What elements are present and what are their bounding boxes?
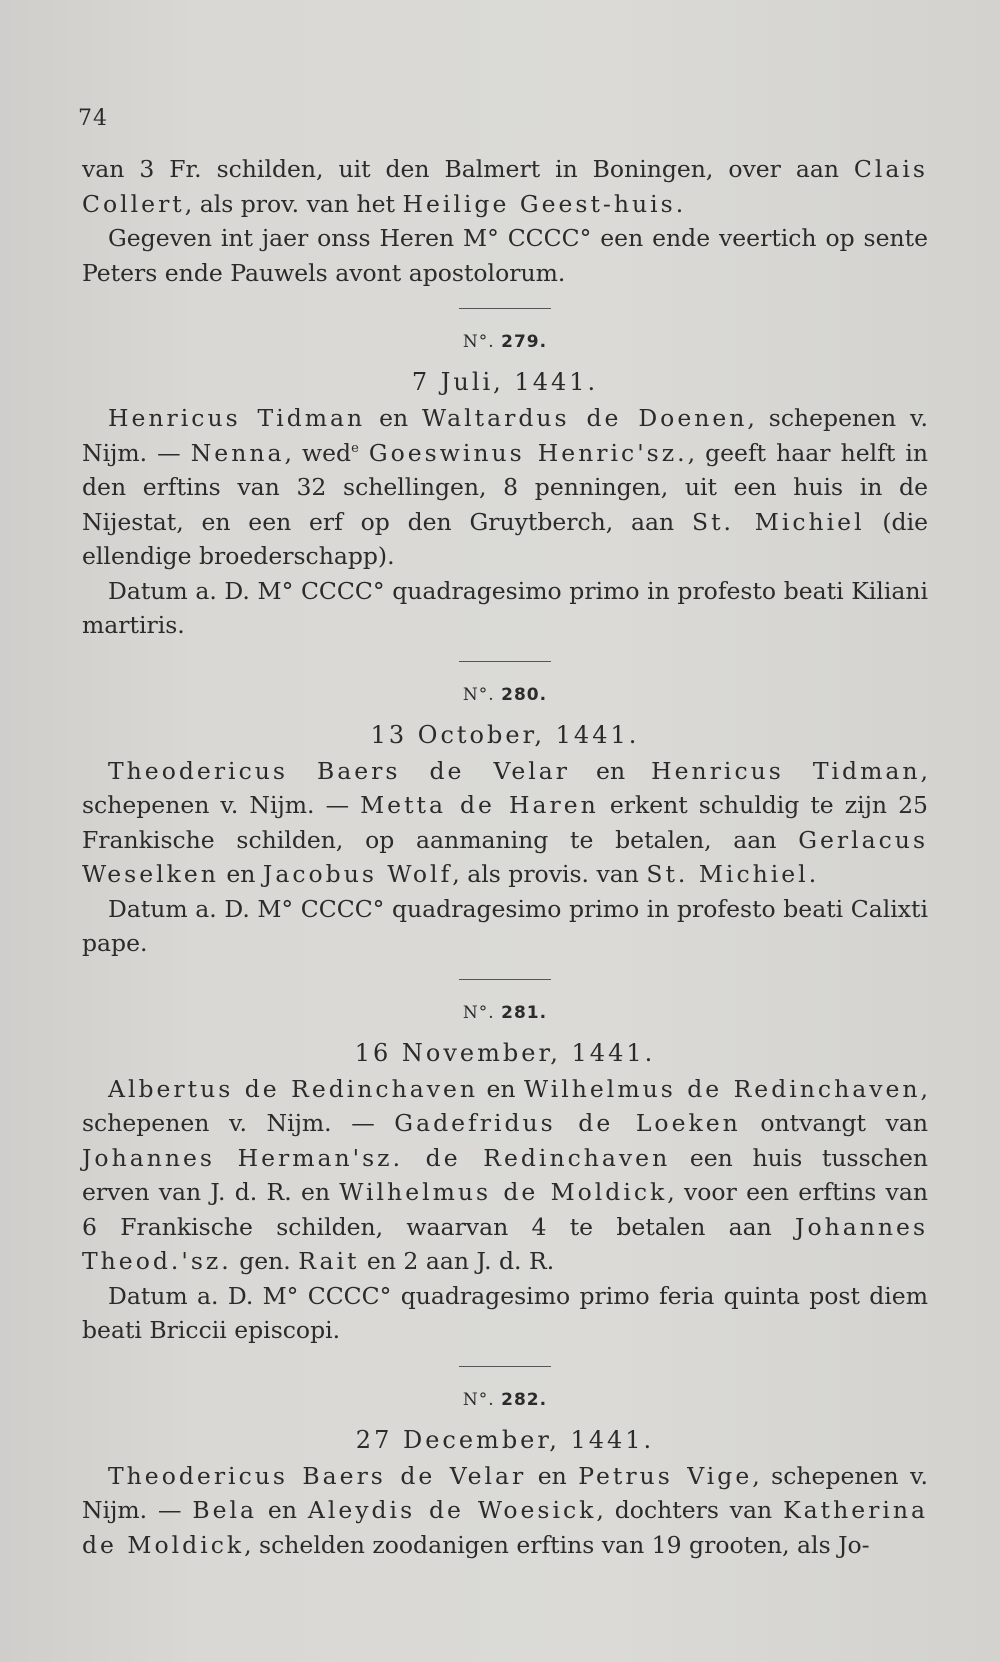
person-name: Johannes Theod.'sz. [82, 1212, 928, 1275]
entry-text: en [218, 860, 263, 888]
entry-text: , schepenen v. Nijm. — [82, 1074, 929, 1137]
person-name: Henricus Tidman [651, 756, 921, 785]
entry-number-label: N°. [462, 332, 502, 352]
person-name: St. Michiel [691, 507, 865, 536]
person-name: Rait [298, 1247, 360, 1275]
entry-date: 7 Juli, 1441. [411, 368, 599, 396]
entry-body [82, 1459, 928, 1563]
person-name: Aleydis de Woesick [307, 1496, 597, 1524]
person-name: Gadefridus de Loeken [394, 1109, 741, 1137]
entry-text: en [526, 1461, 579, 1490]
entry-text: , dochters van [596, 1496, 784, 1524]
intro-text: van 3 Fr. schilden, uit den Balmert in Boningen, over aan [82, 155, 854, 183]
entry-text: , schepenen v. Nijm. — [82, 756, 928, 819]
entry-number [82, 1000, 928, 1026]
entry-text: , wed [284, 438, 352, 467]
entry-number-value: 282. [501, 1389, 548, 1410]
entry-text: en [570, 756, 652, 785]
person-name: Albertus de Redinchaven [108, 1074, 479, 1103]
entry-dating: Datum a. D. M° CCCC° quadragesimo primo in profesto beati Kiliani martiris. [82, 576, 928, 639]
person-name: Wilhelmus de Moldick [339, 1178, 668, 1206]
entry-text: , voor een erftins van 6 Frankische schilden, waarvan 4 te betalen aan [82, 1178, 928, 1241]
person-name: Goeswinus Henric'sz. [368, 438, 688, 467]
entry-dating: Datum a. D. M° CCCC° quadragesimo primo in profesto beati Calixti pape. [82, 894, 928, 957]
entry-text: ontvangt van [740, 1109, 928, 1137]
entry-body [82, 754, 928, 892]
entries-list [82, 308, 928, 1562]
entry-text: , als provis. van [452, 860, 647, 888]
entry-number-value: 279. [501, 332, 548, 352]
entry-body [82, 401, 928, 574]
entry-date: 16 November, 1441. [354, 1038, 656, 1067]
entry-text: en [478, 1074, 524, 1103]
entry-dating: Datum a. D. M° CCCC° quadragesimo primo feria quinta post diem beati Briccii episcopi. [82, 1281, 928, 1344]
entry-text: en 2 aan J. d. R. [359, 1247, 555, 1275]
person-name: Waltardus de Doenen [422, 404, 748, 432]
person-name: Bela [192, 1496, 258, 1524]
person-name: Nenna [190, 438, 285, 467]
entry-text: , schelden zoodanigen erftins van 19 grooten, als Jo- [244, 1530, 870, 1559]
person-name: Theodericus Baers de Velar [108, 1461, 527, 1490]
section-divider [459, 308, 551, 309]
entry-text: en [365, 404, 423, 432]
page-number: 74 [78, 106, 108, 131]
entry-number [82, 329, 928, 355]
entry-body [82, 1072, 928, 1279]
entry-text: erkent schuldig te zijn 25 Frankische schilden, op aanmaning te betalen, aan [82, 791, 928, 854]
person-name: Jacobus Wolf [262, 860, 453, 888]
entry-text: gen. [231, 1247, 299, 1275]
person-name: Theodericus Baers de Velar [108, 756, 570, 785]
entry-text: (die ellendige broederschapp). [82, 507, 929, 570]
person-name: Henricus Tidman [108, 404, 366, 432]
entry-number-label: N°. [462, 1002, 502, 1023]
intro-dating: Gegeven int jaer onss Heren M° CCCC° een ende veertich op sente Peters ende Pauwels avont apostolorum. [82, 224, 928, 287]
person-name: Katherina de Moldick [82, 1496, 929, 1559]
entry-text: , schepenen v. Nijm. — [82, 404, 929, 467]
entry-text: . [808, 860, 817, 888]
intro-text: , als prov. van het [184, 189, 403, 218]
entry-number [82, 1387, 928, 1413]
person-name: Wilhelmus de Redinchaven [523, 1074, 921, 1103]
entry-number-label: N°. [462, 684, 502, 705]
person-name: Johannes Herman'sz. de Redinchaven [82, 1143, 671, 1172]
entry-date: 27 December, 1441. [355, 1425, 655, 1454]
entry-number-value: 281. [501, 1002, 548, 1023]
page-content [82, 152, 928, 1562]
entry-text: , schepenen v. Nijm. — [82, 1461, 929, 1524]
intro-paragraph [82, 152, 928, 221]
person-name: Metta de Haren [360, 791, 599, 819]
entry-text: , geeft haar helft in den erftins van 32 schellingen, 8 penningen, uit een huis in de Nijestat, en een erf op den Gruytberch, aan [82, 438, 928, 536]
entry-number-value: 280. [501, 684, 548, 705]
entry-text: e [351, 440, 359, 456]
section-divider [459, 1366, 551, 1367]
section-divider [459, 979, 551, 980]
entry-number [82, 682, 928, 708]
entry-date: 13 October, 1441. [370, 720, 640, 749]
entry-text: en [257, 1496, 308, 1524]
intro-name: Clais Collert [82, 155, 928, 218]
entry-text [359, 439, 369, 467]
entry-text: een huis tusschen erven van J. d. R. en [82, 1143, 928, 1206]
intro-name: Heilige Geest-huis [402, 189, 676, 218]
section-divider [459, 661, 551, 662]
entry-number-label: N°. [462, 1389, 502, 1410]
person-name: St. Michiel [646, 860, 809, 888]
intro-text: . [675, 189, 684, 218]
person-name: Gerlacus Weselken [82, 825, 928, 888]
person-name: Petrus Vige [578, 1461, 753, 1490]
